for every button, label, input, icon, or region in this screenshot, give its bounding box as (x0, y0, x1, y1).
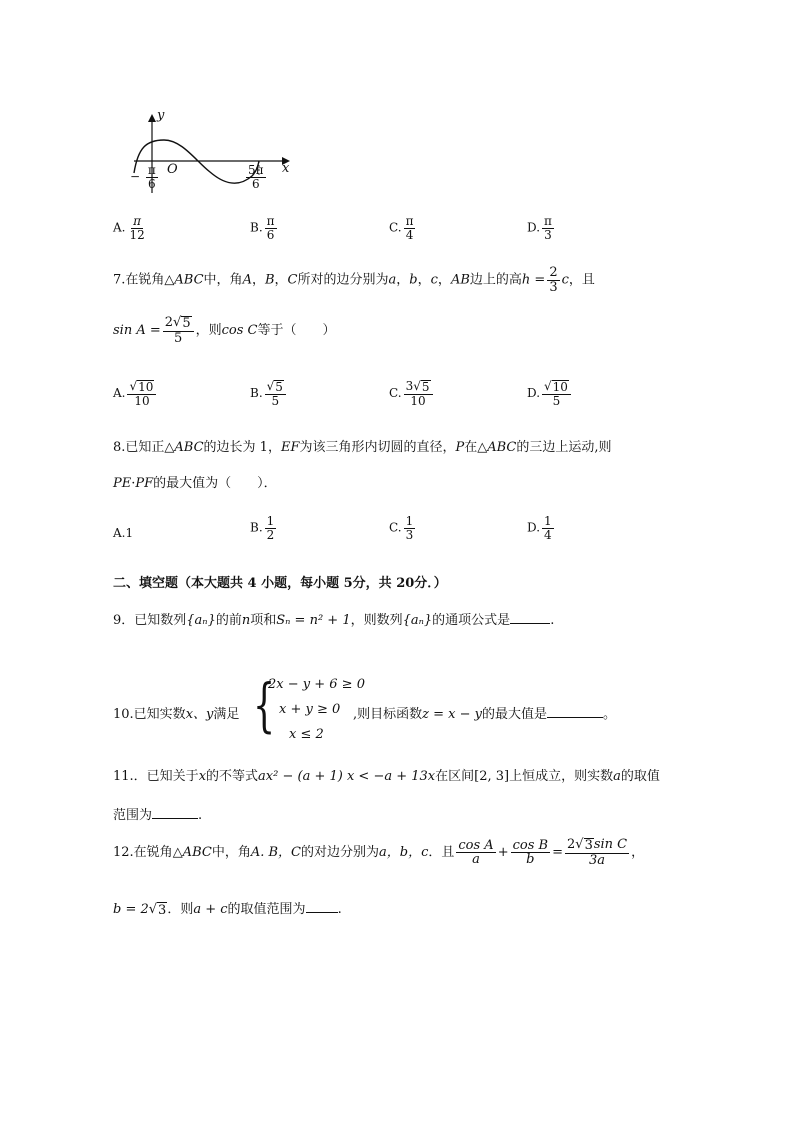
option-frac (542, 380, 571, 407)
q7-sina: sin A = (113, 323, 161, 339)
option-letter: D. (527, 386, 541, 401)
q12-f3-den: 3a (589, 852, 606, 868)
q7-line2 (113, 316, 336, 345)
graph-right-tick (244, 164, 268, 190)
q8-dot: · (131, 476, 136, 491)
option-num: π (544, 214, 552, 228)
q10-text: ,则目标函数 (353, 707, 423, 722)
option-frac (542, 215, 554, 241)
q10-brace: { (253, 671, 276, 739)
q9-end: . (550, 613, 555, 628)
q9-line (113, 609, 554, 628)
q12-apc: a + c (193, 902, 228, 917)
option-num: π (405, 214, 414, 228)
q8-text: 的最大值为（ ）． (153, 476, 277, 491)
option-num: 1 (405, 514, 414, 528)
q8-triangle: △ABC (164, 440, 204, 455)
left-tick-sign: − (130, 169, 141, 184)
q12-triangle: △ABC (172, 845, 212, 861)
q8-vector-pf: PF (135, 476, 154, 491)
q7-text: 所对的边分别为 (297, 272, 389, 288)
q7-h-c: c (561, 272, 569, 288)
q10-constraint-3: x ≤ 2 (289, 727, 324, 742)
sqrt-sign: √ 10 (129, 379, 154, 394)
option-frac (265, 215, 277, 241)
q11-end: . (198, 808, 203, 823)
q12-text: 的取值范围为 (227, 902, 306, 917)
q12-answer-blank[interactable] (306, 900, 338, 913)
q11-a: a (613, 769, 621, 784)
left-tick-num: π (147, 163, 156, 177)
q7-angle-b: B (264, 272, 275, 288)
q8-text: 在 (464, 440, 478, 455)
option-rad: 10 (552, 380, 568, 394)
option-letter: B. (250, 220, 263, 235)
q11-text: 的不等式 (206, 769, 259, 784)
option-den: 5 (271, 393, 280, 408)
q7-sin-rad: 5 (182, 316, 191, 331)
right-tick-den: 6 (251, 176, 260, 191)
q7-line1 (113, 266, 595, 294)
option-den: 10 (410, 393, 426, 408)
q11-text: 范围为 (113, 808, 153, 823)
sqrt-sign: √ 5 (173, 315, 191, 331)
q7-comma: ， (274, 272, 288, 288)
graph-x-label: x (282, 161, 290, 176)
q7-text: 边上的高 (469, 272, 522, 288)
q7-ab: AB (450, 272, 470, 288)
q9-sum: Sₙ = n² + 1 (276, 613, 351, 628)
q9-text: 的前 (215, 613, 242, 628)
q8-line2 (113, 472, 277, 491)
q7-sin-coef: 2 (164, 315, 174, 330)
q12-text: 中，角 (211, 845, 251, 861)
q8-text: 的三边上运动,则 (516, 440, 612, 455)
option-den: 2 (266, 527, 275, 542)
section-heading: 二、填空题（本大题共 4 小题，每小题 5分，共 20分．） (113, 576, 447, 591)
q12-f1-den: a (472, 852, 480, 868)
q12-f1-num: cos A (458, 837, 494, 853)
q8-text: 8.已知正 (113, 440, 165, 455)
q10-tail (353, 703, 616, 722)
option-den: 3 (405, 527, 414, 542)
q10-constraint-1: 2x − y + 6 ≥ 0 (268, 677, 365, 692)
q11-answer-blank[interactable] (152, 806, 198, 819)
q8-p: P (455, 440, 465, 455)
q7-h-frac (547, 266, 559, 294)
q8-option-d[interactable] (527, 515, 556, 541)
option-letter: C. (389, 520, 402, 535)
q12-end: . (337, 902, 342, 917)
q6-option-a[interactable] (113, 215, 149, 241)
q8-text: 为该三角形内切圆的直径， (299, 440, 456, 455)
option-frac (127, 215, 146, 241)
q10-vars: x、y (185, 707, 214, 722)
q12-angles: A. B，C (250, 845, 301, 861)
q10-lead (113, 703, 239, 722)
q6-option-c[interactable] (389, 215, 417, 241)
q6-option-d[interactable] (527, 215, 556, 241)
q12-b-rad: 3 (158, 903, 167, 918)
q12-text: 12.在锐角 (113, 845, 173, 861)
q12-b: b = 2 (113, 902, 149, 917)
option-num: 1 (544, 514, 552, 528)
q7-h-eq: h = (521, 272, 546, 288)
left-tick-den: 6 (148, 176, 156, 191)
q7-h-den: 3 (549, 279, 558, 295)
option-den: 6 (266, 227, 275, 242)
q12-text: 的对边分别为 (301, 845, 380, 861)
q8-line1 (113, 436, 612, 455)
option-rad: 10 (138, 380, 154, 394)
q11-text: 在区间 (435, 769, 475, 784)
graph-left-tick (130, 164, 160, 190)
q11-inequality: ax² − (a + 1) x < −a + 13x (258, 769, 436, 784)
left-tick-frac (146, 164, 158, 190)
q10-z: z = x − y (422, 707, 482, 722)
y-axis-arrow (148, 114, 156, 122)
option-frac (404, 515, 416, 541)
option-letter: A. (113, 220, 126, 235)
q7-text: ，则 (195, 323, 222, 339)
option-num: 1 (266, 514, 275, 528)
sqrt-sign: √ 10 (544, 379, 568, 394)
option-letter: B. (250, 386, 263, 401)
q7-option-c[interactable] (389, 380, 435, 407)
q10-end: 。 (603, 707, 617, 722)
option-frac (404, 215, 416, 241)
option-frac (265, 380, 286, 407)
q11-line1 (113, 765, 660, 784)
q11-text: 上恒成立，则实数 (509, 769, 614, 784)
graph-y-label: y (157, 108, 165, 123)
q12-text: ．则 (167, 902, 194, 917)
q7-cosc: cos C (221, 323, 258, 339)
q8-option-a[interactable] (113, 526, 133, 540)
q7-comma: ， (437, 272, 451, 288)
q10-constraint-2: x + y ≥ 0 (279, 702, 341, 717)
q8-triangle: △ABC (477, 440, 517, 455)
q12-frac-1 (456, 839, 495, 867)
q6-option-b[interactable] (250, 215, 279, 241)
option-den: 12 (129, 227, 145, 242)
option-den: 10 (134, 393, 150, 408)
q7-angle-a: A (242, 272, 252, 288)
q7-triangle: △ABC (164, 272, 204, 288)
option-frac (404, 380, 433, 407)
q11-line2 (113, 804, 202, 823)
q12-f3-tail: sin C (593, 837, 628, 852)
q9-text: 项和 (250, 613, 277, 628)
option-rad: 5 (421, 380, 430, 394)
q7-side-c: c (430, 272, 438, 288)
sqrt-sign: √ 3 (575, 837, 593, 853)
q11-interval: [2, 3] (474, 769, 510, 784)
option-frac (265, 515, 277, 541)
q12-text: ．且 (428, 845, 455, 861)
q12-line1 (113, 838, 644, 867)
option-frac (127, 380, 156, 407)
q7-option-b[interactable] (250, 380, 288, 407)
option-letter: B. (250, 520, 263, 535)
sqrt-sign: √ 3 (148, 902, 167, 918)
q7-text: ，且 (568, 272, 595, 288)
option-letter: C. (389, 386, 402, 401)
q11-text: 的取值 (620, 769, 660, 784)
option-rad: 5 (275, 380, 283, 394)
right-tick-num: 5π (248, 163, 264, 177)
q9-text: 的通项公式是 (432, 613, 511, 628)
option-letter: A. (113, 526, 126, 540)
q12-frac-3 (565, 838, 629, 867)
q10-text: 的最大值是 (481, 707, 547, 722)
option-den: 5 (552, 393, 561, 408)
q9-seq: {aₙ} (186, 613, 216, 628)
q7-text: 中，角 (203, 272, 243, 288)
option-frac (542, 515, 554, 541)
q10-text: 10.已知实数 (113, 707, 186, 722)
q7-option-a[interactable] (113, 380, 158, 407)
q12-line2 (113, 898, 342, 918)
q8-vector-pe: PE (113, 476, 132, 491)
q7-side-a: a (388, 272, 397, 288)
option-coef: 3 (405, 379, 414, 393)
q7-comma: ， (417, 272, 431, 288)
q7-comma: ， (396, 272, 410, 288)
graph-origin-label: O (167, 162, 178, 177)
q7-side-b: b (409, 272, 418, 288)
option-letter: C. (389, 220, 402, 235)
q9-answer-blank[interactable] (510, 611, 550, 624)
q7-h-num: 2 (549, 265, 558, 280)
q12-f3-coef: 2 (566, 837, 576, 852)
q12-plus: + (497, 845, 509, 861)
sqrt-sign: √ 5 (413, 379, 430, 394)
sqrt-sign: √ 5 (266, 379, 283, 394)
q11-text: 11.．已知关于 (113, 769, 199, 784)
q7-sin-den: 5 (174, 330, 183, 346)
q11-x: x (198, 769, 207, 784)
q9-seq: {aₙ} (402, 613, 433, 628)
q8-option-b[interactable] (250, 515, 278, 541)
q10-text: 满足 (213, 707, 240, 722)
q12-frac-2 (511, 839, 550, 867)
q12-eq: = (552, 845, 563, 861)
q7-angle-c: C (287, 272, 298, 288)
q7-text: 7.在锐角 (113, 272, 165, 288)
q7-text: 等于（ ） (257, 323, 336, 339)
q12-sides: a，b，c (379, 845, 429, 861)
option-letter: D. (527, 520, 541, 535)
q7-comma: ， (251, 272, 265, 288)
q8-ef: EF (280, 440, 300, 455)
q12-f2-den: b (526, 852, 535, 868)
q8-option-c[interactable] (389, 515, 417, 541)
q7-option-d[interactable] (527, 380, 573, 407)
right-tick-frac (246, 164, 266, 190)
option-value: 1 (125, 526, 134, 540)
q7-sin-frac (163, 316, 194, 345)
option-den: 4 (544, 527, 552, 542)
q10-answer-blank[interactable] (547, 705, 603, 718)
option-den: 4 (405, 227, 414, 242)
q9-n: n (241, 613, 251, 628)
option-num: π (266, 214, 275, 228)
option-letter: D. (527, 220, 541, 235)
q12-f3-rad: 3 (584, 838, 593, 853)
q8-text: 的边长为 1， (203, 440, 281, 455)
option-letter: A. (113, 386, 126, 401)
option-num: π (133, 214, 142, 228)
q12-f2-num: cos B (512, 837, 549, 853)
q9-text: 9．已知数列 (113, 613, 187, 628)
option-den: 3 (544, 227, 552, 242)
q12-comma: ， (631, 845, 645, 861)
q9-text: ，则数列 (350, 613, 403, 628)
